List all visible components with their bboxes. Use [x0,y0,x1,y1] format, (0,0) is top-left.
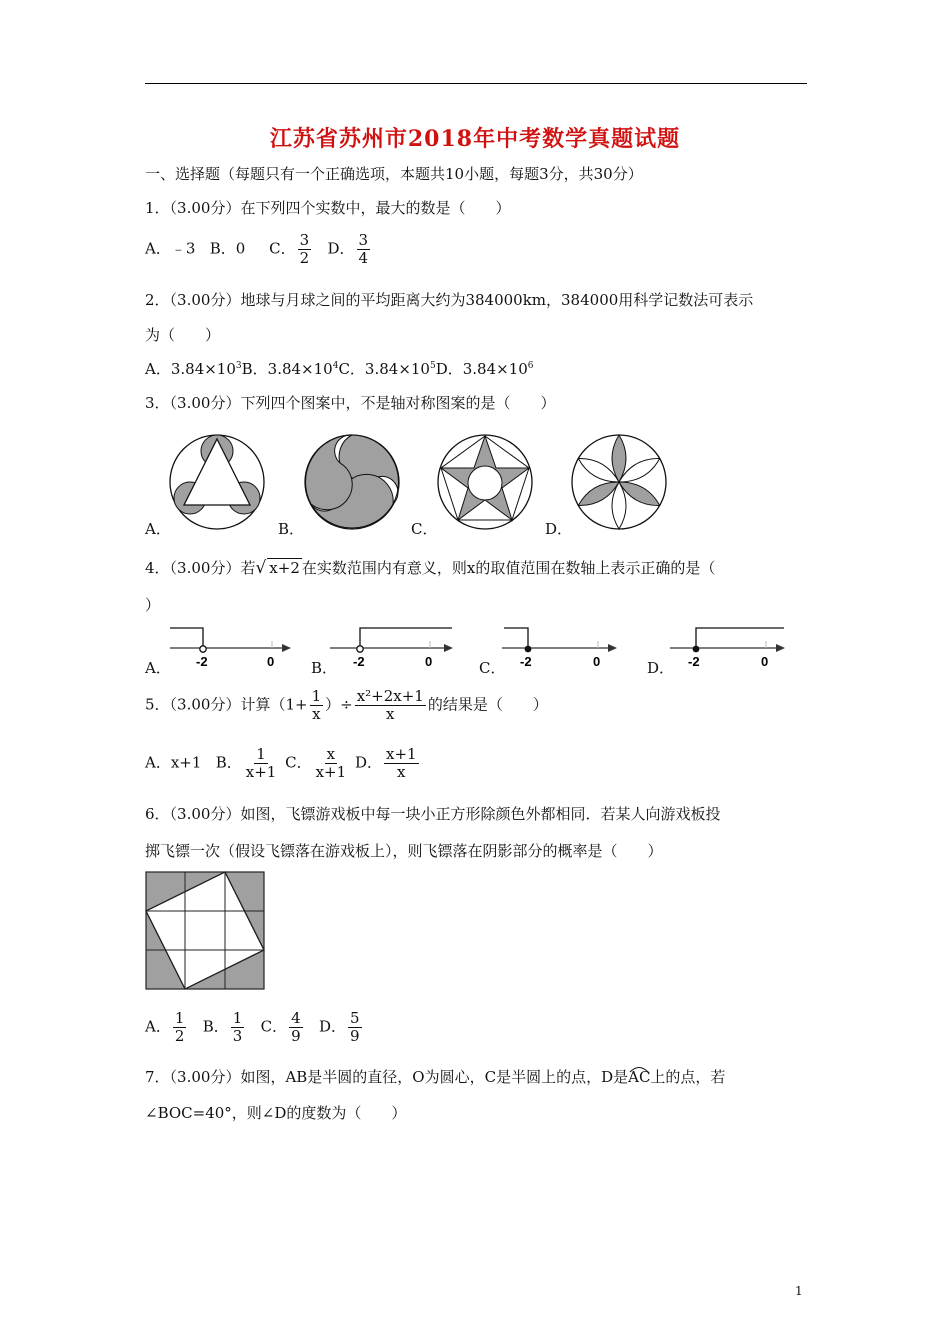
q2-option-d: D．$3.84\times 10^6$ [435,360,534,378]
q5-fraction-2: $\frac{\text{x²+2x+1}}{x}$ [356,687,424,723]
q4-c-tick-zero: 0 [593,654,601,669]
q6-option-d-fraction: $\frac{5}{9}$ [349,1009,360,1045]
q4-numberline-b [326,624,466,672]
q4-label-d: D． [647,659,675,677]
q6-option-b-fraction: $\frac{1}{3}$ [232,1009,243,1045]
q2-stem-line1: 2．（3.00分）地球与月球之间的平均距离大约为384000km，384000用科学记数法可表示 [145,291,754,309]
q3-stem: 3．（3.00分）下列四个图案中，不是轴对称图案的是（ ） [145,394,556,412]
q3-label-b: B． [278,520,305,538]
q6-option-d-label: D． [318,1017,346,1036]
q5-option-d-label: D． [354,753,382,772]
q2-option-c: C．$3.84\times 10^5$ [338,360,436,378]
q7-stem-line2: ∠BOC=40°，则∠D的度数为（ ） [145,1104,407,1122]
q3-figure-c [436,433,534,531]
q4-d-tick-zero: 0 [761,654,769,669]
q2-stem-line2: 为（ ） [145,326,221,344]
q4-numberline-c [496,624,626,672]
q4-d-tick-neg: -2 [688,654,700,669]
q4-label-a: A． [145,659,171,677]
q6-option-c-label: C． [260,1017,288,1036]
page-title: 江苏省苏州市2018年中考数学真题试题 [269,126,681,152]
q3-label-c: C． [411,520,438,538]
q3-figure-d [570,433,668,531]
page-number: 1 [795,1284,803,1298]
q4-stem: 4．（3.00分）若√ x+2 在实数范围内有意义，则x的取值范围在数轴上表示正确的是（ [145,558,716,578]
q4-b-tick-neg: -2 [353,654,365,669]
q2-options [145,358,534,379]
q6-stem-line2: 掷飞镖一次（假设飞镖落在游戏板上），则飞镖落在阴影部分的概率是（ ） [145,842,663,860]
q1-option-d-label: D． [327,239,355,258]
q1-option-a: A．﹣3 [145,239,196,258]
q1-option-c-label: C． [269,239,296,258]
q5-stem: 5．（3.00分）计算（1+ $\frac{1}{x}$ ）÷ $\frac{\text{x²+2x+1}}{x}$ 的结果是（ ） [145,687,548,723]
q6-option-a-label: A． [145,1017,171,1036]
q3-figure-b [303,433,401,531]
q4-label-c: C． [479,659,506,677]
q6-option-a-fraction: $\frac{1}{2}$ [174,1009,185,1045]
q1-options [145,232,372,267]
q4-stem-line2: ） [145,596,161,614]
q5-options [145,746,421,781]
q4-a-tick-neg: -2 [196,654,208,669]
q5-option-a: A．x+1 [145,753,202,772]
q5-option-d-fraction: $\frac{x+1}{x}$ [385,745,417,781]
q4-numberline-d [664,624,794,672]
q3-label-a: A． [145,520,171,538]
q5-option-b-label: B． [215,753,242,772]
q1-option-d-fraction: $\frac{3}{4}$ [358,231,369,267]
q6-stem-line1: 6．（3.00分）如图，飞镖游戏板中每一块小正方形除颜色外都相同．若某人向游戏板投 [145,805,721,823]
q5-option-b-fraction: $\frac{1}{x+1}$ [245,745,277,781]
q5-option-c-fraction: $\frac{x}{x+1}$ [315,745,347,781]
q5-option-c-label: C． [285,753,312,772]
q6-option-b-label: B． [202,1017,229,1036]
q6-dartboard [145,871,266,991]
q3-figure-a [168,433,266,531]
top-rule [145,83,807,84]
q2-option-b: B．$3.84\times 10^4$ [241,360,339,378]
q4-label-b: B． [311,659,338,677]
q6-option-c-fraction: $\frac{4}{9}$ [291,1009,301,1045]
q4-radicand: x+2 [269,559,300,577]
q7-arc-ac: AC [628,1068,651,1086]
q7-stem-line1: 7．（3.00分）如图，AB是半圆的直径，O为圆心，C是半圆上的点，D是 AC上的点，若 [145,1068,726,1086]
q4-a-tick-zero: 0 [267,654,275,669]
q5-fraction-1: $\frac{1}{x}$ [311,687,322,723]
q6-options [145,1010,364,1045]
q1-stem: 1．（3.00分）在下列四个实数中，最大的数是（ ） [145,199,511,217]
q4-b-tick-zero: 0 [425,654,433,669]
section-heading: 一、选择题（每题只有一个正确选项，本题共10小题，每题3分，共30分） [145,165,643,183]
q1-option-c-fraction: $\frac{3}{2}$ [299,231,310,267]
q1-option-b: B．0 [209,239,246,258]
q2-option-a: A．$3.84\times 10^3$ [145,360,242,378]
q4-c-tick-neg: -2 [520,654,532,669]
q4-numberline-a [160,624,300,672]
q3-label-d: D． [545,520,573,538]
